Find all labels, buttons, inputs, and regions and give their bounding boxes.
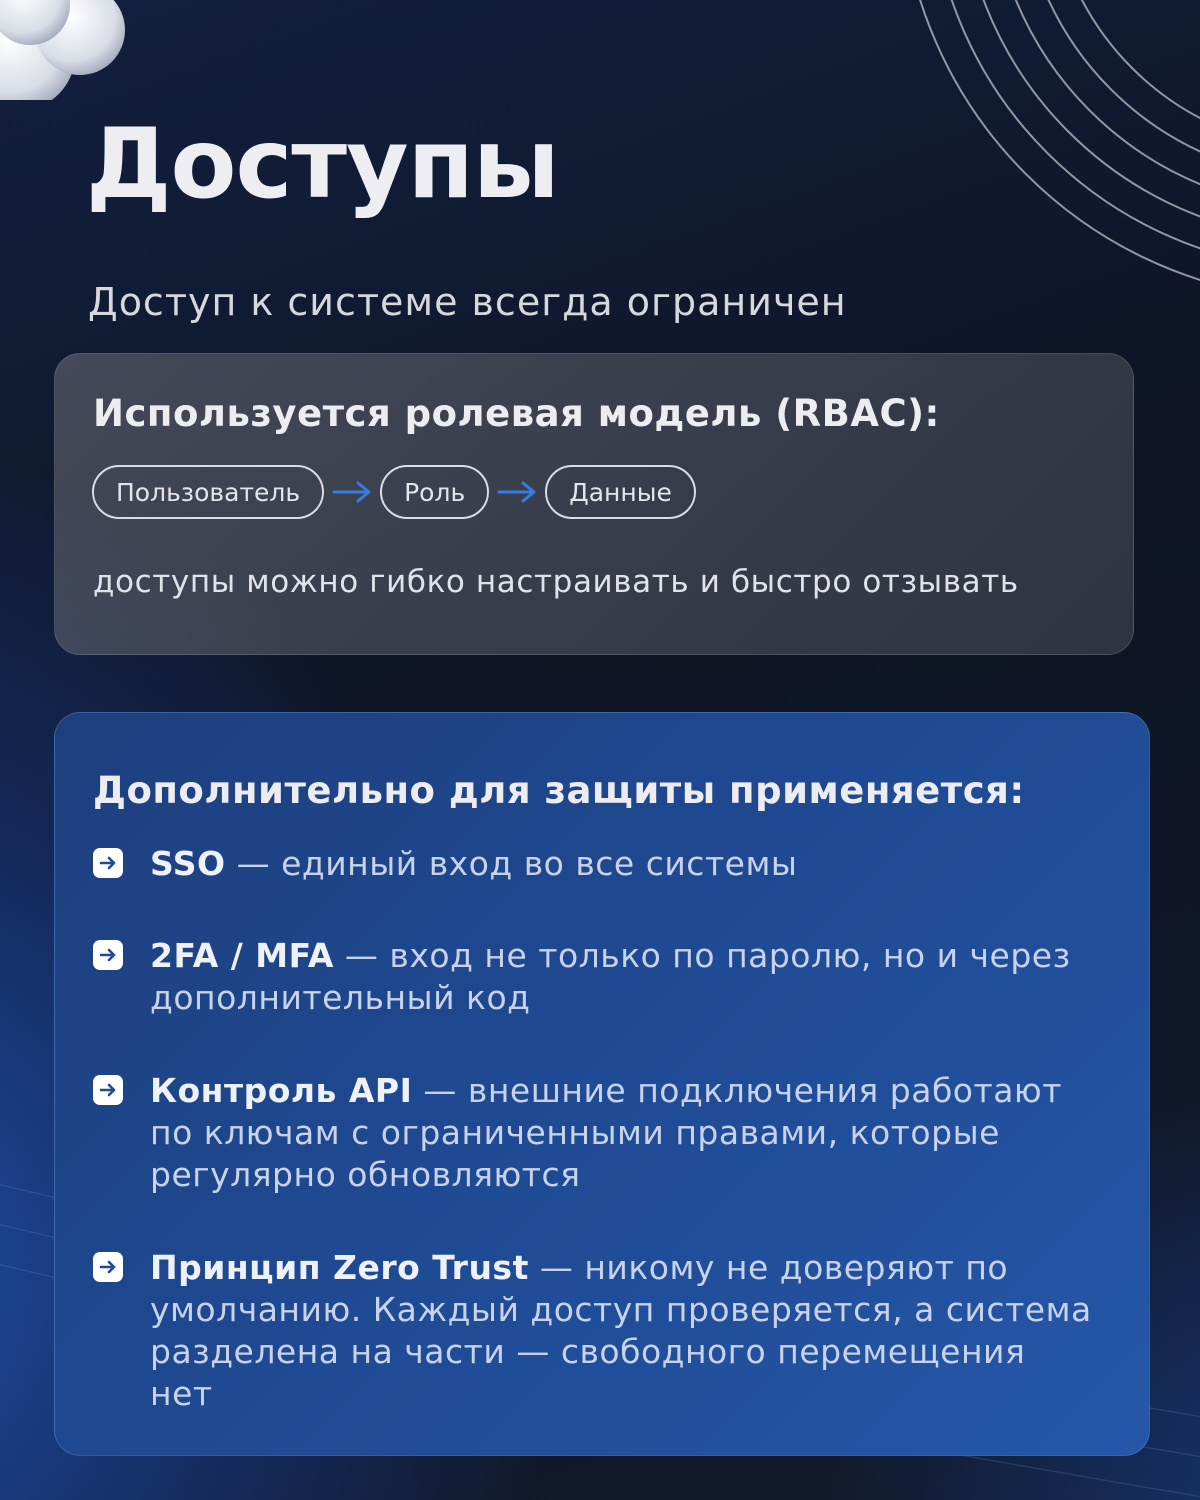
item-description: — вход не только по паролю, но и через дополнительный код (150, 936, 1071, 1017)
item-term: 2FA / MFA (150, 936, 334, 975)
item-description: — никому не доверяют по умолчанию. Каждый доступ проверяется, а система разделена на части — свободного перемещения нет (150, 1248, 1092, 1413)
item-term: Принцип Zero Trust (150, 1248, 529, 1287)
arrow-right-square-icon (93, 940, 123, 970)
rbac-title: Используется ролевая модель (RBAC): (93, 392, 940, 435)
list-item (93, 935, 1093, 1019)
extra-title: Дополнительно для защиты применяется: (93, 769, 1025, 812)
page-title: Доступы (86, 108, 559, 220)
rbac-flow (92, 465, 696, 519)
item-description: — единый вход во все системы (225, 844, 798, 883)
list-item (93, 1070, 1093, 1196)
item-term: SSO (150, 844, 226, 883)
flow-pill-user: Пользователь (92, 465, 324, 519)
arrow-right-square-icon (93, 848, 123, 878)
list-item (93, 1247, 1093, 1415)
rbac-note: доступы можно гибко настраивать и быстро отзывать (93, 564, 1019, 600)
flow-pill-role: Роль (380, 465, 489, 519)
item-term: Контроль API (150, 1071, 413, 1110)
cloud-icon (0, 0, 140, 100)
list-item (93, 843, 1093, 885)
rbac-card (54, 353, 1134, 655)
page-subtitle: Доступ к системе всегда ограничен (88, 280, 847, 324)
arrow-right-icon (489, 477, 545, 507)
extra-protection-card (54, 712, 1150, 1456)
arrow-right-square-icon (93, 1075, 123, 1105)
arrow-right-square-icon (93, 1252, 123, 1282)
arrow-right-icon (324, 477, 380, 507)
flow-pill-data: Данные (545, 465, 696, 519)
item-description: — внешние подключения работают по ключам с ограниченными правами, которые регулярно обновляются (150, 1071, 1062, 1194)
